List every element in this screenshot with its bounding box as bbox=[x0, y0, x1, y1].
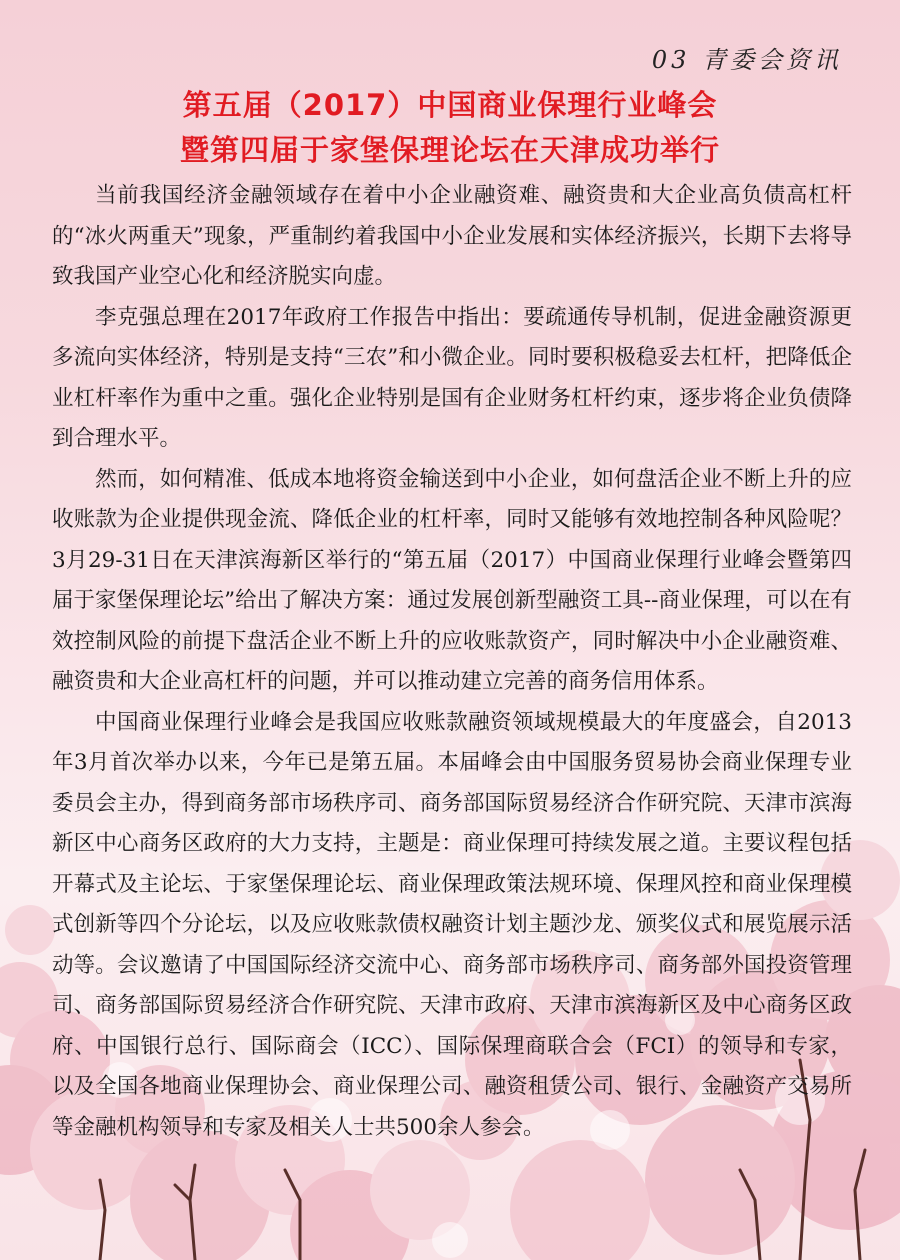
article-title-line1: 第五届（2017）中国商业保理行业峰会 bbox=[182, 88, 718, 122]
paragraph-3: 然而，如何精准、低成本地将资金输送到中小企业，如何盘活企业不断上升的应收账款为企业提供现金流、降低企业的杠杆率，同时又能够有效地控制各种风险呢？3月29-31日在天津滨海新区举行的“第五届（2017）中国商业保理行业峰会暨第四届于家堡保理论坛”给出了解决方案：通过发展创新型融资工具--商业保理，可以在有效控制风险的前提下盘活企业不断上升的应收账款资产，同时解决中小企业融资难、融资贵和大企业高杠杆的问题，并可以推动建立完善的商务信用体系。 bbox=[52, 466, 852, 694]
paragraph-1: 当前我国经济金融领域存在着中小企业融资难、融资贵和大企业高负债高杠杆的“冰火两重天”现象，严重制约着我国中小企业发展和实体经济振兴，长期下去将导致我国产业空心化和经济脱实向虚。 bbox=[52, 183, 852, 289]
paragraph-2: 李克强总理在2017年政府工作报告中指出：要疏通传导机制，促进金融资源更多流向实体经济，特别是支持“三农”和小微企业。同时要积极稳妥去杠杆，把降低企业杠杆率作为重中之重。强化企业特别是国有企业财务杠杆约束，逐步将企业负债降到合理水平。 bbox=[52, 304, 852, 451]
article-body bbox=[52, 176, 852, 1148]
paragraph-4: 中国商业保理行业峰会是我国应收账款融资领域规模最大的年度盛会，自2013年3月首次举办以来，今年已是第五届。本届峰会由中国服务贸易协会商业保理专业委员会主办，得到商务部市场秩序司、商务部国际贸易经济合作研究院、天津市滨海新区中心商务区政府的大力支持，主题是：商业保理可持续发展之道。主要议程包括开幕式及主论坛、于家堡保理论坛、商业保理政策法规环境、保理风控和商业保理模式创新等四个分论坛，以及应收账款债权融资计划主题沙龙、颁奖仪式和展览展示活动等。会议邀请了中国国际经济交流中心、商务部市场秩序司、商务部外国投资管理司、商务部国际贸易经济合作研究院、天津市政府、天津市滨海新区及中心商务区政府、中国银行总行、国际商会（ICC）、国际保理商联合会（FCI）的领导和专家，以及全国各地商业保理协会、商业保理公司、融资租赁公司、银行、金融资产交易所等金融机构领导和专家及相关人士共500余人参会。 bbox=[52, 709, 852, 1140]
article-title-line2: 暨第四届于家堡保理论坛在天津成功举行 bbox=[179, 133, 720, 167]
section-header-tag: 03 青委会资讯 bbox=[651, 46, 842, 74]
